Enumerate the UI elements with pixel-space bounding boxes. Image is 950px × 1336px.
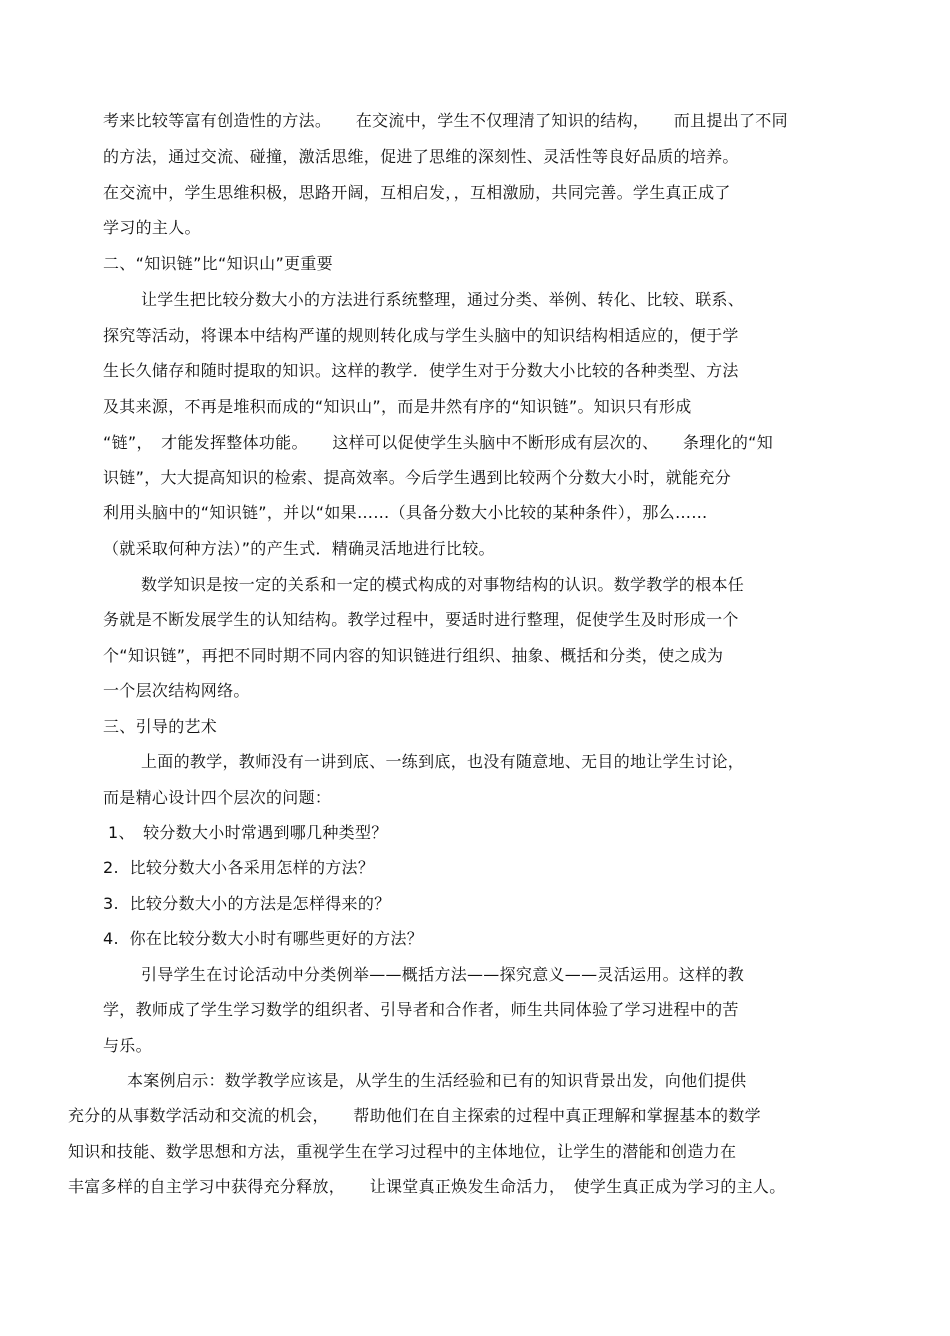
text-line: 丰富多样的自主学习中获得充分释放， 让课堂真正焕发生命活力， 使学生真正成为学习的主人。 [68,1177,786,1196]
text-line: 数学知识是按一定的关系和一定的模式构成的对事物结构的认识。数学教学的根本任 [141,575,745,594]
text-line: 的方法，通过交流、碰撞，激活思维，促进了思维的深刻性、灵活性等良好品质的培养。 [103,147,739,166]
list-item: 1、 较分数大小时常遇到哪几种类型？ [108,823,388,842]
list-item: 3. 比较分数大小的方法是怎样得来的？ [103,894,391,913]
text-line: 让学生把比较分数大小的方法进行系统整理，通过分类、举例、转化、比较、联系、 [141,290,745,309]
text-line: 而是精心设计四个层次的问题： [103,788,332,807]
list-item: 4. 你在比较分数大小时有哪些更好的方法？ [103,929,424,948]
text-line: 学习的主人。 [103,218,201,237]
text-line: 生长久储存和随时提取的知识。这样的教学．使学生对于分数大小比较的各种类型、方法 [103,361,739,380]
text-line: 个“知识链”，再把不同时期不同内容的知识链进行组织、抽象、概括和分类，使之成为 [103,646,724,665]
text-line: 一个层次结构网络。 [103,681,250,700]
text-line: 务就是不断发展学生的认知结构。教学过程中，要适时进行整理，促使学生及时形成一个 [103,610,739,629]
list-item: 2. 比较分数大小各采用怎样的方法？ [103,858,375,877]
section-heading: 三、引导的艺术 [103,717,218,736]
text-line: 探究等活动，将课本中结构严谨的规则转化成与学生头脑中的知识结构相适应的，便于学 [103,326,739,345]
text-line: 充分的从事数学活动和交流的机会， 帮助他们在自主探索的过程中真正理解和掌握基本的数学 [68,1106,761,1125]
section-heading: 二、“知识链”比“知识山”更重要 [103,254,333,273]
text-line: “链”， 才能发挥整体功能。 这样可以促使学生头脑中不断形成有层次的、 条理化的“知 [103,433,774,452]
text-line: 知识和技能、数学思想和方法，重视学生在学习过程中的主体地位，让学生的潜能和创造力在 [68,1142,737,1161]
text-line: 考来比较等富有创造性的方法。 在交流中，学生不仅理清了知识的结构， 而且提出了不同 [103,111,788,130]
text-line: 引导学生在讨论活动中分类例举——概括方法——探究意义——灵活运用。这样的教 [141,965,745,984]
text-line: 在交流中，学生思维积极，思路开阔，互相启发，，互相激励，共同完善。学生真正成了 [103,183,731,202]
text-line: 利用头脑中的“知识链”，并以“如果……（具备分数大小比较的某种条件），那么…… [103,503,708,522]
text-line: 上面的教学，教师没有一讲到底、一练到底，也没有随意地、无目的地让学生讨论， [141,752,745,771]
text-line: 本案例启示：数学教学应该是，从学生的生活经验和已有的知识背景出发，向他们提供 [127,1071,747,1090]
text-line: 学，教师成了学生学习数学的组织者、引导者和合作者，师生共同体验了学习进程中的苦 [103,1000,739,1019]
text-line: （就采取何种方法）”的产生式．精确灵活地进行比较。 [103,539,495,558]
text-line: 与乐。 [103,1036,152,1055]
text-line: 及其来源，不再是堆积而成的“知识山”，而是井然有序的“知识链”。知识只有形成 [103,397,692,416]
text-line: 识链”，大大提高知识的检索、提高效率。今后学生遇到比较两个分数大小时，就能充分 [103,468,731,487]
